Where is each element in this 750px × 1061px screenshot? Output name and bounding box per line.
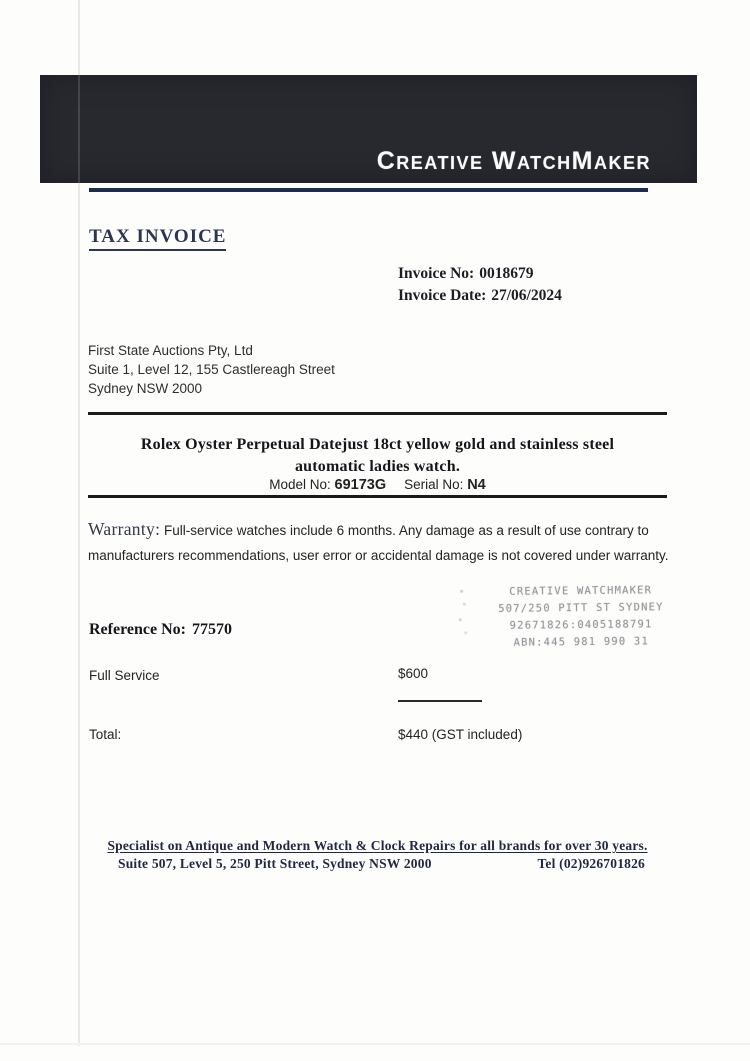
brand-wordmark: Creative WatchMaker [376, 147, 651, 175]
stamp-line-abn: ABN:445 981 990 31 [513, 635, 650, 649]
item-description-line1: Rolex Oyster Perpetual Datejust 18ct yellow gold and stainless steel [140, 436, 615, 453]
invoice-number-row [398, 263, 562, 285]
invoice-date-label: Invoice Date: [398, 287, 487, 304]
warranty-paragraph [88, 517, 674, 568]
stamp-line-phones: 92671826:0405188791 [509, 618, 653, 632]
invoice-date-value: 27/06/2024 [491, 287, 562, 304]
item-description [88, 434, 667, 478]
reference-number-row [89, 621, 232, 639]
subtotal-underline [398, 700, 482, 702]
rubber-stamp [490, 582, 673, 652]
scan-fold-line-on-band [78, 75, 80, 183]
customer-address-line2: Sydney NSW 2000 [88, 381, 203, 396]
scan-bottom-edge [0, 1043, 750, 1045]
footer-contact-row [88, 854, 667, 872]
item-description-line2: automatic ladies watch. [294, 458, 461, 475]
invoice-number-value: 0018679 [479, 265, 534, 282]
model-value: 69173G [334, 477, 387, 493]
item-identifiers [88, 477, 667, 493]
footer-block [88, 838, 667, 872]
footer-tagline: Specialist on Antique and Modern Watch & Clock Repairs for all brands for over 30 years. [107, 838, 648, 853]
warranty-text: Full-service watches include 6 months. Any damage as a result of use contrary to manufacturers recommendations, user error or accidental damage is not covered under warranty. [88, 523, 669, 563]
warranty-label: Warranty: [88, 519, 161, 539]
reference-value: 77570 [191, 621, 232, 638]
total-amount: $440 (GST included) [398, 727, 523, 742]
invoice-number-label: Invoice No: [398, 265, 475, 282]
document-title: TAX INVOICE [89, 226, 226, 251]
total-label: Total: [89, 727, 122, 742]
serial-value: N4 [467, 477, 486, 493]
separator-rule-top [88, 412, 667, 415]
separator-rule-bottom [88, 495, 667, 498]
charge-row-amount: $600 [398, 666, 429, 681]
footer-telephone: Tel (02)926701826 [537, 856, 645, 871]
masthead-accent-rule [89, 188, 648, 192]
footer-address: Suite 507, Level 5, 250 Pitt Street, Sydney NSW 2000 [118, 856, 432, 871]
stamp-line-business: CREATIVE WATCHMAKER [509, 584, 653, 598]
customer-name: First State Auctions Pty, Ltd [88, 343, 253, 358]
invoice-date-row [398, 285, 562, 307]
serial-label: Serial No: [404, 477, 464, 492]
charge-row-label: Full Service [89, 668, 160, 683]
customer-address-block [88, 341, 335, 398]
model-label: Model No: [269, 477, 331, 492]
invoice-meta-block [398, 263, 562, 307]
reference-label: Reference No: [89, 621, 186, 638]
customer-address-line1: Suite 1, Level 12, 155 Castlereagh Street [88, 362, 335, 377]
masthead-band [40, 75, 697, 183]
stamp-line-address: 507/250 PITT ST SYDNEY [498, 601, 664, 615]
stamp-ink-smudge [456, 586, 470, 638]
